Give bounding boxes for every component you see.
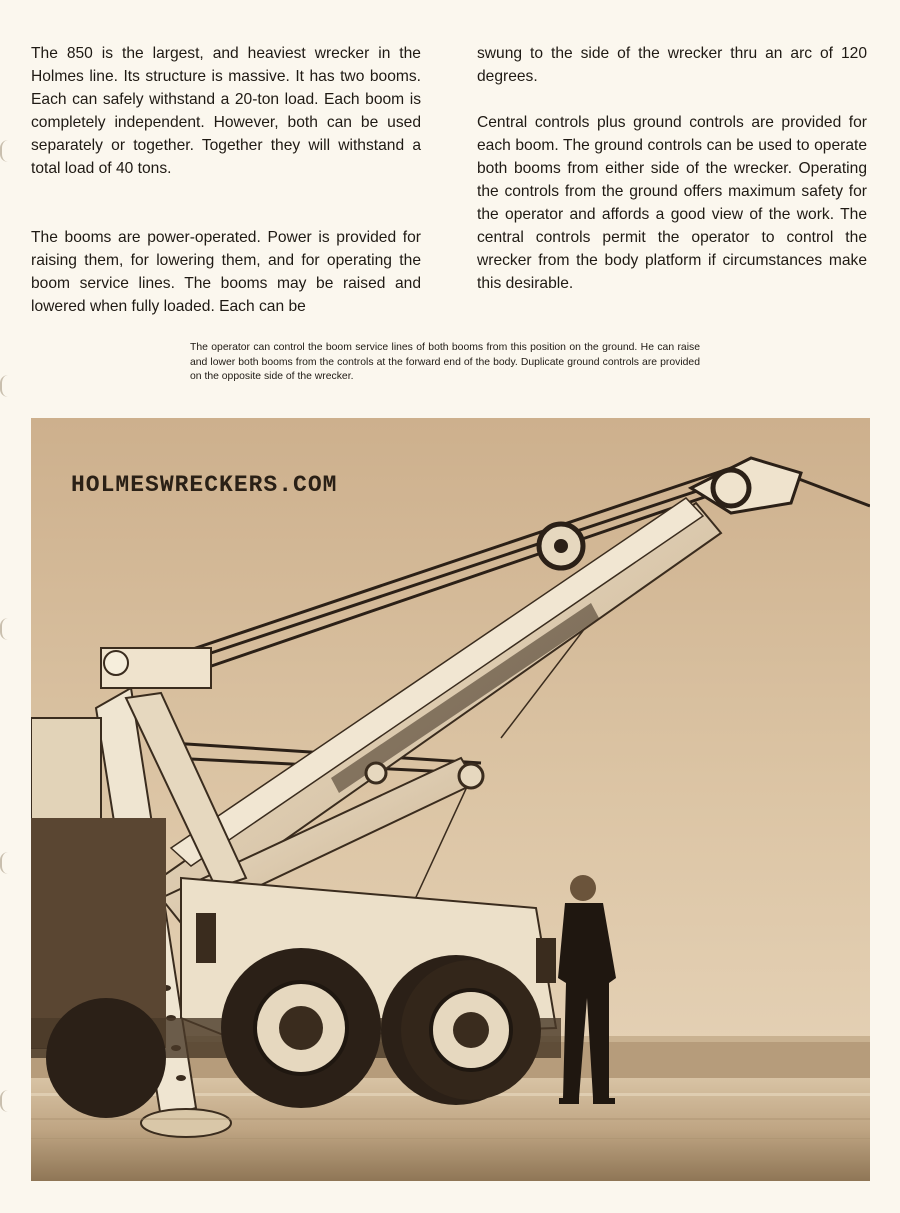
- wrecker-photo: [31, 418, 870, 1181]
- binding-mark: [0, 375, 8, 397]
- paragraph-power-operated: The booms are power-operated. Power is provided for raising them, for lowering them, and for operating the boom service lines. The booms may be raised and lowered when fully loaded. Each can be: [31, 229, 421, 315]
- binding-mark: [0, 1090, 8, 1112]
- right-text-column: [477, 42, 867, 295]
- left-text-column: [31, 42, 421, 318]
- binding-mark: [0, 140, 8, 162]
- watermark-text: HOLMESWRECKERS.COM: [71, 472, 338, 498]
- binding-mark: [0, 618, 8, 640]
- wrecker-illustration: [31, 418, 870, 1181]
- outrigger-foot: [141, 1109, 231, 1137]
- paragraph-controls: Central controls plus ground controls are provided for each boom. The ground controls can be used to operate both booms from either side of the wrecker. Operating the controls from the ground offers maximum safety for the operator and affords a good view of the work. The central controls permit the operator to control the wrecker from the body platform if circumstances make this desirable.: [477, 114, 867, 292]
- photo-caption: The operator can control the boom service lines of both booms from this position on the ground. He can raise and lower both booms from the controls at the forward end of the body. Duplicate ground controls are provided on the opposite side of the wrecker.: [190, 342, 700, 382]
- paragraph-swing-arc: swung to the side of the wrecker thru an arc of 120 degrees.: [477, 45, 867, 85]
- paragraph-booms-overview: The 850 is the largest, and heaviest wrecker in the Holmes line. Its structure is massive. It has two booms. Each can safely withstand a 20-ton load. Each boom is completely independent. However, both can be used separately or together. Together they will withstand a total load of 40 tons.: [31, 45, 421, 177]
- binding-mark: [0, 852, 8, 874]
